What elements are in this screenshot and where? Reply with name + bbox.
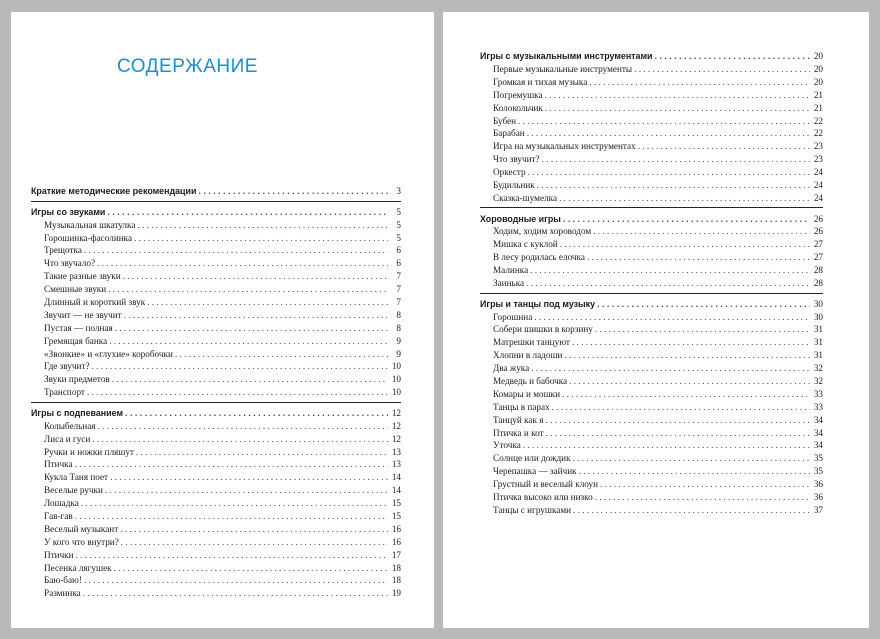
dot-leader [124, 309, 388, 321]
dot-leader [559, 192, 810, 204]
toc-entry [31, 522, 401, 535]
toc-entry-title: Птичка высоко или низко [493, 492, 593, 503]
toc-entry [31, 334, 401, 347]
toc-entry-title: Птичка [44, 459, 73, 470]
toc-entry-title: Два жука [493, 363, 530, 374]
toc-section-title: Хороводные игры [480, 213, 561, 224]
toc-entry [480, 348, 823, 361]
toc-entry-title: «Звонкие» и «глухие» коробочки [44, 348, 173, 359]
dot-leader [136, 446, 388, 458]
toc-entry [480, 387, 823, 400]
toc-entry [31, 445, 401, 458]
toc-entry-title: Смешные звуки [44, 284, 107, 295]
dot-leader [593, 225, 810, 237]
toc-entry-page-number: 24 [813, 192, 823, 203]
toc-entry [480, 225, 823, 238]
toc-entry-title: Уточка [493, 440, 521, 451]
toc-section [480, 49, 823, 62]
toc-entry-title: Пустая — полная [44, 322, 113, 333]
toc-entry [31, 548, 401, 561]
toc-entry-title: Длинный и короткий звук [44, 296, 146, 307]
toc-entry-page-number: 6 [396, 245, 401, 256]
dot-leader [573, 504, 810, 516]
toc-entry [480, 335, 823, 348]
toc-entry-page-number: 31 [813, 350, 823, 361]
dot-leader [108, 283, 388, 295]
toc-entry-title: Разминка [44, 588, 81, 599]
dot-leader [537, 179, 810, 191]
toc-entry [31, 231, 401, 244]
toc-entry-page-number: 22 [813, 128, 823, 139]
toc-entry-page-number: 27 [813, 252, 823, 263]
toc-entry-page-number: 8 [396, 322, 401, 333]
dot-leader [109, 335, 388, 347]
dot-leader [92, 360, 388, 372]
toc-section [31, 205, 401, 218]
toc-entry-page-number: 37 [813, 504, 823, 515]
toc-entry [31, 360, 401, 373]
toc-entry-page-number: 15 [391, 511, 401, 522]
toc-entry-page-number: 35 [813, 453, 823, 464]
toc-entry-page-number: 33 [813, 388, 823, 399]
toc-entry-page-number: 9 [396, 335, 401, 346]
dot-leader [573, 452, 810, 464]
dot-leader [147, 296, 388, 308]
dot-leader [530, 264, 810, 276]
toc-entry-page-number: 23 [813, 154, 823, 165]
toc-entry-title: Горошина [493, 311, 533, 322]
dot-leader [572, 336, 810, 348]
dot-leader [121, 536, 388, 548]
toc-entry-page-number: 24 [813, 179, 823, 190]
section-divider [31, 402, 401, 405]
toc-entry-title: Комары и мошки [493, 388, 561, 399]
toc-entry-title: Танцуй как я [493, 414, 544, 425]
toc-entry [480, 127, 823, 140]
toc-entry [480, 490, 823, 503]
toc-entry-title: Заинька [493, 278, 525, 288]
dot-leader [527, 127, 810, 139]
toc-entry-page-number: 27 [813, 239, 823, 250]
toc-section-page-number: 3 [396, 186, 401, 197]
toc-section-page-number: 5 [396, 206, 401, 217]
dot-leader [81, 497, 388, 509]
dot-leader [542, 153, 810, 165]
toc-entry-page-number: 26 [813, 226, 823, 237]
toc-entry-page-number: 32 [813, 376, 823, 387]
toc-entry-title: Первые музыкальные инструменты [493, 63, 633, 74]
toc-entry [31, 496, 401, 509]
toc-entry-title: Хлопни в ладоши [493, 350, 563, 361]
toc-entry-title: Солнце или дождик [493, 453, 571, 464]
toc-entry-title: Звучит — не звучит [44, 309, 122, 320]
toc-entry [31, 347, 401, 360]
dot-leader [560, 238, 810, 250]
toc-entry-page-number: 7 [396, 271, 401, 282]
toc-section-page-number: 26 [813, 213, 823, 224]
toc-entry [480, 101, 823, 114]
toc-entry-page-number: 28 [813, 265, 823, 276]
dot-leader [110, 471, 388, 483]
toc-entry [31, 535, 401, 548]
toc-entry [480, 191, 823, 204]
toc-entry-page-number: 34 [813, 414, 823, 425]
toc-entry-title: Колыбельная [44, 420, 96, 431]
toc-entry-title: Будильник [493, 179, 535, 190]
toc-section [31, 184, 401, 197]
toc-section [480, 212, 823, 225]
dot-leader [98, 420, 388, 432]
dot-leader [120, 523, 388, 535]
dot-leader [546, 427, 810, 439]
dot-leader [600, 478, 810, 490]
toc-section-title: Игры с музыкальными инструментами [480, 51, 653, 62]
toc-entry-title: Черепашка — зайчик [493, 466, 577, 477]
toc-entry-title: Что звучало? [44, 258, 96, 269]
toc-entry-title: Звуки предметов [44, 374, 110, 385]
dot-leader [83, 587, 388, 599]
toc-entry [480, 477, 823, 490]
page-title: СОДЕРЖАНИЕ [117, 56, 258, 77]
dot-leader [76, 549, 388, 561]
toc-entry-page-number: 31 [813, 337, 823, 348]
toc-entry-title: Лошадка [44, 498, 79, 509]
dot-leader [198, 185, 388, 197]
toc-entry-title: Кукла Таня поет [44, 472, 109, 483]
toc-entry-page-number: 24 [813, 167, 823, 178]
toc-entry [480, 152, 823, 165]
toc-entry-page-number: 18 [391, 562, 401, 573]
toc-entry-title: Бубен [493, 115, 517, 126]
toc-entry-page-number: 14 [391, 485, 401, 496]
dot-leader [545, 89, 810, 101]
toc-entry-page-number: 7 [396, 284, 401, 295]
dot-leader [84, 244, 388, 256]
dot-leader [589, 76, 810, 88]
toc-entry [31, 282, 401, 295]
dot-leader [655, 50, 811, 62]
dot-leader [597, 298, 810, 310]
toc-entry [480, 139, 823, 152]
dot-leader [528, 166, 810, 178]
toc-entry-page-number: 12 [391, 420, 401, 431]
toc-entry-page-number: 5 [396, 232, 401, 243]
toc-entry-title: Погремушка [493, 89, 543, 100]
toc-entry-page-number: 28 [813, 278, 823, 288]
toc-entry-page-number: 9 [396, 348, 401, 359]
toc-entry-page-number: 10 [391, 387, 401, 398]
toc-entry-title: Гремящая банка [44, 335, 108, 346]
dot-leader [97, 257, 388, 269]
toc-entry [480, 165, 823, 178]
dot-leader [518, 115, 810, 127]
left-page [11, 12, 434, 628]
dot-leader [564, 349, 810, 361]
toc-entry-page-number: 18 [391, 575, 401, 586]
toc-left-column [31, 183, 401, 599]
toc-entry [31, 269, 401, 282]
toc-entry [31, 509, 401, 522]
dot-leader [87, 386, 388, 398]
toc-entry [480, 439, 823, 452]
toc-entry-page-number: 7 [396, 296, 401, 307]
dot-leader [534, 311, 810, 323]
toc-entry-title: Веселый музыкант [44, 523, 119, 534]
toc-entry-title: Что звучит? [493, 154, 540, 165]
toc-entry [31, 458, 401, 471]
dot-leader [634, 63, 810, 75]
dot-leader [123, 270, 388, 282]
dot-leader [562, 388, 810, 400]
toc-entry-page-number: 30 [813, 311, 823, 322]
toc-entry-page-number: 15 [391, 498, 401, 509]
toc-entry [480, 400, 823, 413]
toc-entry-page-number: 5 [396, 219, 401, 230]
toc-entry-title: Музыкальная шкатулка [44, 219, 136, 230]
toc-entry-title: У кого что внутри? [44, 536, 119, 547]
toc-entry-page-number: 8 [396, 309, 401, 320]
dot-leader [137, 219, 388, 231]
toc-entry-title: Медведь и бабочка [493, 376, 568, 387]
toc-entry-page-number: 31 [813, 324, 823, 335]
toc-entry-title: Птички [44, 549, 74, 560]
toc-entry [480, 178, 823, 191]
toc-entry [31, 586, 401, 599]
toc-entry-page-number: 22 [813, 115, 823, 126]
toc-right-column [480, 48, 823, 516]
toc-entry-page-number: 21 [813, 89, 823, 100]
toc-entry-title: Такие разные звуки [44, 271, 121, 282]
toc-entry-page-number: 16 [391, 523, 401, 534]
toc-entry [480, 263, 823, 276]
toc-section-title: Игры и танцы под музыку [480, 298, 596, 309]
dot-leader [569, 375, 810, 387]
toc-entry [31, 218, 401, 231]
toc-entry [31, 372, 401, 385]
toc-entry-title: Гав-гав [44, 511, 73, 522]
dot-leader [134, 232, 388, 244]
toc-entry-page-number: 21 [813, 102, 823, 113]
toc-entry-title: Мишка с куклой [493, 239, 558, 250]
dot-leader [545, 102, 810, 114]
dot-leader [84, 574, 388, 586]
dot-leader [563, 213, 810, 225]
toc-section [31, 406, 401, 419]
section-divider [480, 207, 823, 210]
dot-leader [595, 323, 810, 335]
toc-entry-title: Танцы с игрушками [493, 504, 572, 515]
toc-entry-title: Ходим, ходим хороводом [493, 226, 592, 237]
toc-entry-page-number: 33 [813, 401, 823, 412]
toc-section-title: Краткие методические рекомендации [31, 186, 197, 197]
toc-entry-title: Лиса и гуси [44, 433, 91, 444]
toc-entry [31, 321, 401, 334]
toc-section [480, 297, 823, 310]
toc-entry-title: Трещотка [44, 245, 82, 256]
toc-entry-title: Баю-баю! [44, 575, 82, 586]
toc-entry-page-number: 13 [391, 446, 401, 457]
toc-entry [480, 310, 823, 323]
toc-entry-title: Малинка [493, 265, 529, 276]
dot-leader [546, 414, 811, 426]
toc-entry [31, 483, 401, 496]
toc-entry-title: Сказка-шумелка [493, 192, 558, 203]
toc-entry-title: Колокольчик [493, 102, 543, 113]
toc-entry [31, 295, 401, 308]
toc-entry-page-number: 34 [813, 440, 823, 451]
toc-entry-page-number: 19 [391, 588, 401, 599]
toc-entry-page-number: 10 [391, 374, 401, 385]
toc-entry [480, 114, 823, 127]
toc-entry [31, 308, 401, 321]
toc-entry-page-number: 23 [813, 141, 823, 152]
toc-entry [480, 75, 823, 88]
toc-entry [31, 561, 401, 574]
toc-entry-title: Собери шишки в корзину [493, 324, 593, 335]
dot-leader [112, 373, 388, 385]
toc-entry [31, 385, 401, 398]
toc-entry-title: Транспорт [44, 387, 85, 398]
toc-section-page-number: 30 [813, 298, 823, 309]
dot-leader [579, 465, 810, 477]
toc-entry [480, 276, 823, 289]
dot-leader [531, 362, 810, 374]
toc-entry [480, 361, 823, 374]
toc-entry-page-number: 20 [813, 63, 823, 74]
toc-entry-title: Где звучит? [44, 361, 90, 372]
dot-leader [175, 348, 388, 360]
toc-entry-title: В лесу родилась елочка [493, 252, 585, 263]
toc-entry [480, 88, 823, 101]
toc-entry [31, 432, 401, 445]
toc-entry-page-number: 16 [391, 536, 401, 547]
toc-entry [480, 426, 823, 439]
dot-leader [107, 206, 388, 218]
toc-entry [480, 374, 823, 387]
toc-entry-title: Веселые ручки [44, 485, 103, 496]
toc-entry [480, 237, 823, 250]
toc-entry [480, 62, 823, 75]
toc-entry-page-number: 14 [391, 472, 401, 483]
toc-section-title: Игры со звуками [31, 206, 106, 217]
toc-entry-page-number: 6 [396, 258, 401, 269]
toc-entry-title: Игра на музыкальных инструментах [493, 141, 636, 152]
section-divider [480, 293, 823, 296]
toc-entry [480, 413, 823, 426]
toc-entry [480, 503, 823, 516]
toc-entry-page-number: 17 [391, 549, 401, 560]
section-divider [31, 201, 401, 204]
toc-entry [31, 574, 401, 587]
dot-leader [92, 433, 388, 445]
dot-leader [75, 510, 388, 522]
dot-leader [523, 439, 810, 451]
toc-entry-page-number: 20 [813, 76, 823, 87]
toc-entry [31, 419, 401, 432]
toc-entry-title: Грустный и веселый клоун [493, 479, 599, 490]
toc-entry-page-number: 10 [391, 361, 401, 372]
dot-leader [114, 562, 388, 574]
toc-entry-title: Громкая и тихая музыка [493, 76, 588, 87]
toc-section-page-number: 20 [813, 51, 823, 62]
toc-entry [31, 244, 401, 257]
toc-entry-page-number: 36 [813, 492, 823, 503]
toc-entry-page-number: 13 [391, 459, 401, 470]
dot-leader [595, 491, 810, 503]
toc-entry-title: Ручки и ножки пляшут [44, 446, 134, 457]
dot-leader [115, 322, 388, 334]
toc-entry [31, 470, 401, 483]
toc-entry-title: Горошинка-фасолинка [44, 232, 133, 243]
toc-entry-title: Оркестр [493, 167, 526, 178]
toc-section-title: Игры с подпеванием [31, 407, 124, 418]
dot-leader [125, 407, 388, 419]
toc-entry-title: Песенка лягушек [44, 562, 112, 573]
toc-entry-title: Матрешки танцуют [493, 337, 570, 348]
toc-entry [480, 250, 823, 263]
toc-section-page-number: 12 [391, 407, 401, 418]
toc-entry-title: Барабан [493, 128, 525, 139]
toc-entry-title: Птичка и кот [493, 427, 544, 438]
dot-leader [105, 484, 388, 496]
toc-entry-page-number: 32 [813, 363, 823, 374]
toc-entry-page-number: 34 [813, 427, 823, 438]
dot-leader [75, 458, 388, 470]
toc-entry-page-number: 36 [813, 479, 823, 490]
toc-entry [480, 451, 823, 464]
toc-entry [31, 256, 401, 269]
toc-entry [480, 323, 823, 336]
toc-entry-title: Танцы в парах [493, 401, 550, 412]
dot-leader [526, 277, 810, 289]
toc-entry-page-number: 12 [391, 433, 401, 444]
dot-leader [587, 251, 810, 263]
dot-leader [638, 140, 810, 152]
dot-leader [552, 401, 810, 413]
right-page [443, 12, 869, 628]
toc-entry [480, 464, 823, 477]
toc-entry-page-number: 35 [813, 466, 823, 477]
